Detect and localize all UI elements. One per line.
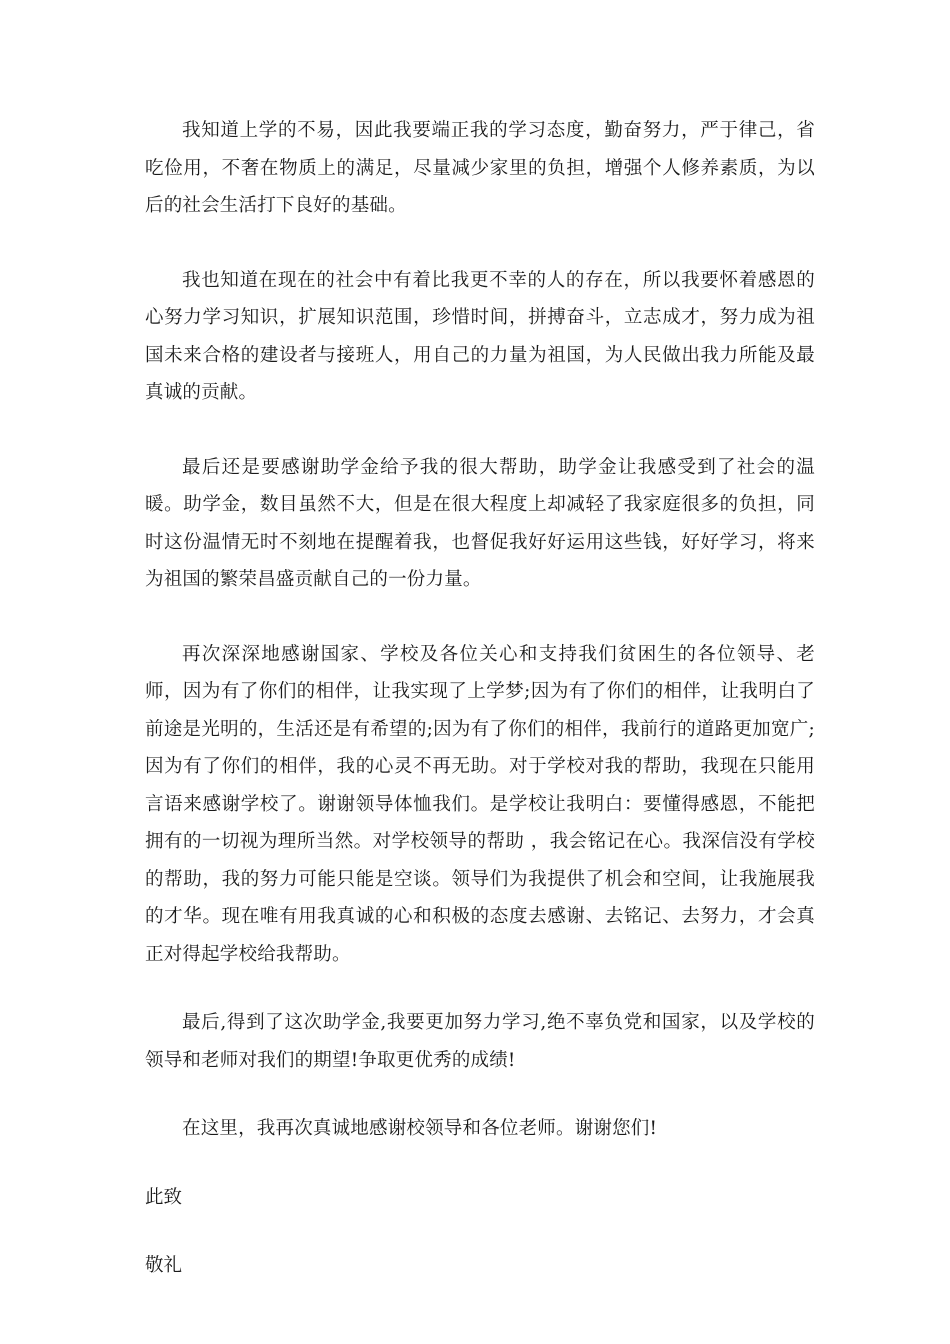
paragraph-gap bbox=[145, 1079, 815, 1110]
paragraph-thanks-school: 再次深深地感谢国家、学校及各位关心和支持我们贫困生的各位领导、老师，因为有了你们的相伴，让我实现了上学梦;因为有了你们的相伴，让我明白了前途是光明的，生活还是有希望的;因为有了你们的相伴，我前行的道路更加宽广;因为有了你们的相伴，我的心灵不再无助。对于学校对我的帮助，我现在只能用言语来感谢学校了。谢谢领导体恤我们。是学校让我明白：要懂得感恩，不能把拥有的一切视为理所当然。对学校领导的帮助 ，我会铭记在心。我深信没有学校的帮助，我的努力可能只能是空谈。领导们为我提供了机会和空间，让我施展我的才华。现在唯有用我真诚的心和积极的态度去感谢、去铭记、去努力，才会真正对得起学校给我帮助。 bbox=[145, 643, 815, 965]
paragraph-gratitude-society: 我也知道在现在的社会中有着比我更不幸的人的存在，所以我要怀着感恩的心努力学习知识，扩展知识范围，珍惜时间，拼搏奋斗，立志成才，努力成为祖国未来合格的建设者与接班人，用自己的力量为祖国，为人民做出我力所能及最真诚的贡献。 bbox=[145, 269, 815, 403]
paragraph-gap bbox=[145, 225, 815, 262]
paragraph-gap bbox=[145, 973, 815, 1004]
closing-regards: 敬礼 bbox=[145, 1255, 183, 1276]
paragraph-gap bbox=[145, 1148, 815, 1179]
letter-body bbox=[145, 112, 815, 1285]
paragraph-gap bbox=[145, 1216, 815, 1247]
paragraph-gap bbox=[145, 599, 815, 636]
closing-salutation: 此致 bbox=[145, 1186, 183, 1208]
paragraph-study-attitude: 我知道上学的不易，因此我要端正我的学习态度，勤奋努力，严于律己，省吃俭用，不奢在物质上的满足，尽量减少家里的负担，增强个人修养素质，为以后的社会生活打下良好的基础。 bbox=[145, 120, 815, 216]
paragraph-scholarship-help: 最后还是要感谢助学金给予我的很大帮助，助学金让我感受到了社会的温暖。助学金，数目虽然不大，但是在很大程度上却减轻了我家庭很多的负担，同时这份温情无时不刻地在提醒着我，也督促我好好运用这些钱，好好学习，将来为祖国的繁荣昌盛贡献自己的一份力量。 bbox=[145, 456, 815, 590]
paragraph-final-thanks: 在这里，我再次真诚地感谢校领导和各位老师。谢谢您们! bbox=[182, 1118, 658, 1139]
paragraph-resolution: 最后,得到了这次助学金,我要更加努力学习,绝不辜负党和国家，以及学校的领导和老师对我们的期望!争取更优秀的成绩! bbox=[145, 1012, 815, 1071]
paragraph-gap bbox=[145, 412, 815, 449]
